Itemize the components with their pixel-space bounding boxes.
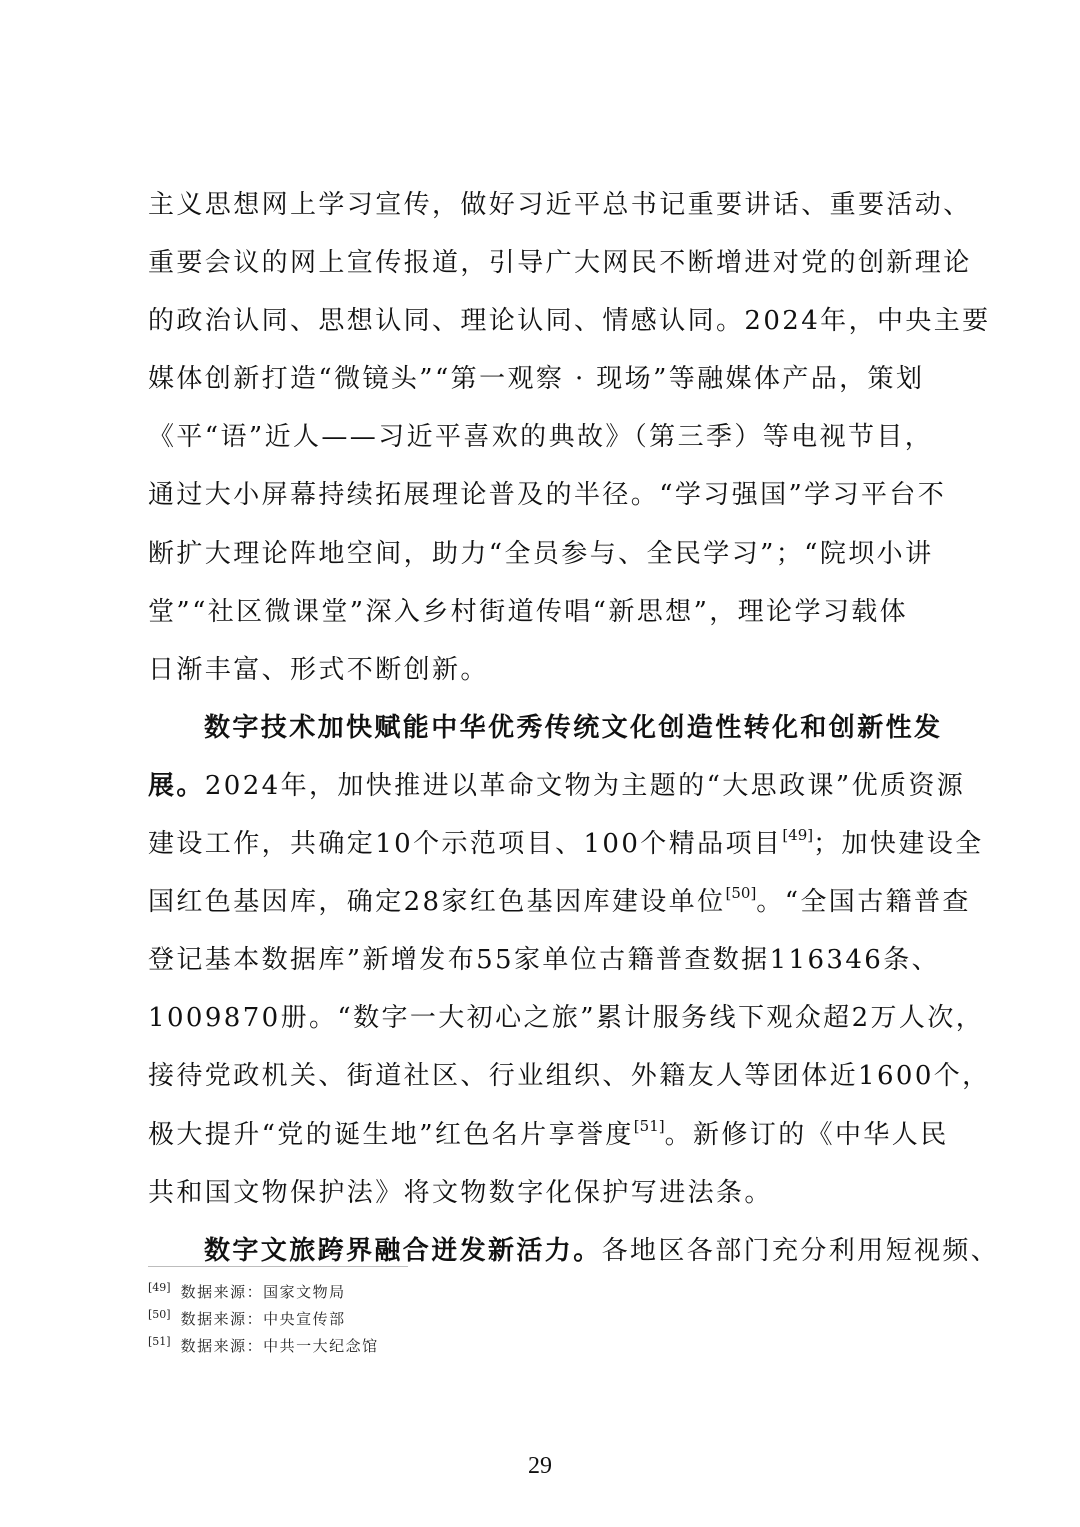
footnote-ref[interactable]: [51] — [633, 1116, 665, 1135]
text-line — [148, 757, 966, 815]
footnote-text: 数据来源：中央宣传部 — [180, 1310, 346, 1328]
text-run: 2024年，加快推进以革命文物为主题的“大思政课”优质资源 — [204, 770, 966, 801]
section-heading-end: 展。 — [148, 770, 205, 801]
footnotes — [148, 1279, 748, 1360]
footnote-mark: [50] — [148, 1308, 171, 1321]
text-line: 接待党政机关、街道社区、行业组织、外籍友人等团体近1600个， — [148, 1061, 991, 1092]
text-run: 各地区各部门充分利用短视频、 — [601, 1235, 1000, 1266]
footnote-51 — [148, 1333, 748, 1360]
footnote-text: 数据来源：国家文物局 — [180, 1283, 346, 1301]
footnote-49 — [148, 1279, 748, 1306]
section-heading: 数字技术加快赋能中华优秀传统文化创造性转化和创新性发 — [204, 712, 943, 743]
text-line: 1009870册。“数字一大初心之旅”累计服务线下观众超2万人次， — [148, 1003, 985, 1034]
text-line: 《平“语”近人——习近平喜欢的典故》（第三季）等电视节目， — [148, 422, 934, 453]
text-line: 断扩大理论阵地空间，助力“全员参与、全民学习”；“院坝小讲 — [148, 538, 934, 569]
text-line: 登记基本数据库”新增发布55家单位古籍普查数据116346条、 — [148, 945, 941, 976]
text-run: 。“全国古籍普查 — [756, 887, 971, 918]
text-line — [148, 1106, 949, 1164]
text-run: 极大提升“党的诞生地”红色名片享誉度 — [148, 1119, 634, 1150]
text-line: 主义思想网上学习宣传，做好习近平总书记重要讲话、重要活动、 — [148, 190, 972, 220]
text-line: 重要会议的网上宣传报道，引导广大网民不断增进对党的创新理论 — [148, 248, 972, 279]
text-line: 通过大小屏幕持续拓展理论普及的半径。“学习强国”学习平台不 — [148, 480, 947, 511]
footnote-divider — [148, 1266, 408, 1267]
text-line: 堂”“社区微课堂”深入乡村街道传唱“新思想”，理论学习载体 — [148, 596, 909, 627]
text-line — [148, 1222, 1000, 1280]
text-line: 的政治认同、思想认同、理论认同、情感认同。2024年，中央主要 — [148, 306, 991, 337]
text-line — [148, 815, 984, 873]
footnote-50 — [148, 1306, 748, 1333]
footnote-ref[interactable]: [49] — [782, 826, 814, 845]
text-run: 。新修订的《中华人民 — [664, 1119, 949, 1150]
footnote-mark: [51] — [148, 1335, 171, 1348]
page-number: 29 — [528, 1453, 552, 1479]
text-line: 日渐丰富、形式不断创新。 — [148, 654, 489, 685]
text-line — [148, 873, 971, 931]
text-run: 建设工作，共确定10个示范项目、100个精品项目 — [148, 829, 783, 860]
text-line: 媒体创新打造“微镜头”“第一观察 · 现场”等融媒体产品，策划 — [148, 364, 925, 395]
text-run: ；加快建设全 — [813, 829, 984, 860]
footnote-ref[interactable]: [50] — [725, 884, 757, 903]
page-body — [148, 176, 1000, 1280]
section-heading: 数字文旅跨界融合迸发新活力。 — [204, 1235, 602, 1266]
text-run: 国红色基因库，确定28家红色基因库建设单位 — [148, 887, 726, 918]
text-line: 共和国文物保护法》将文物数字化保护写进法条。 — [148, 1177, 773, 1208]
footnote-text: 数据来源：中共一大纪念馆 — [180, 1337, 379, 1355]
footnote-mark: [49] — [148, 1281, 171, 1294]
